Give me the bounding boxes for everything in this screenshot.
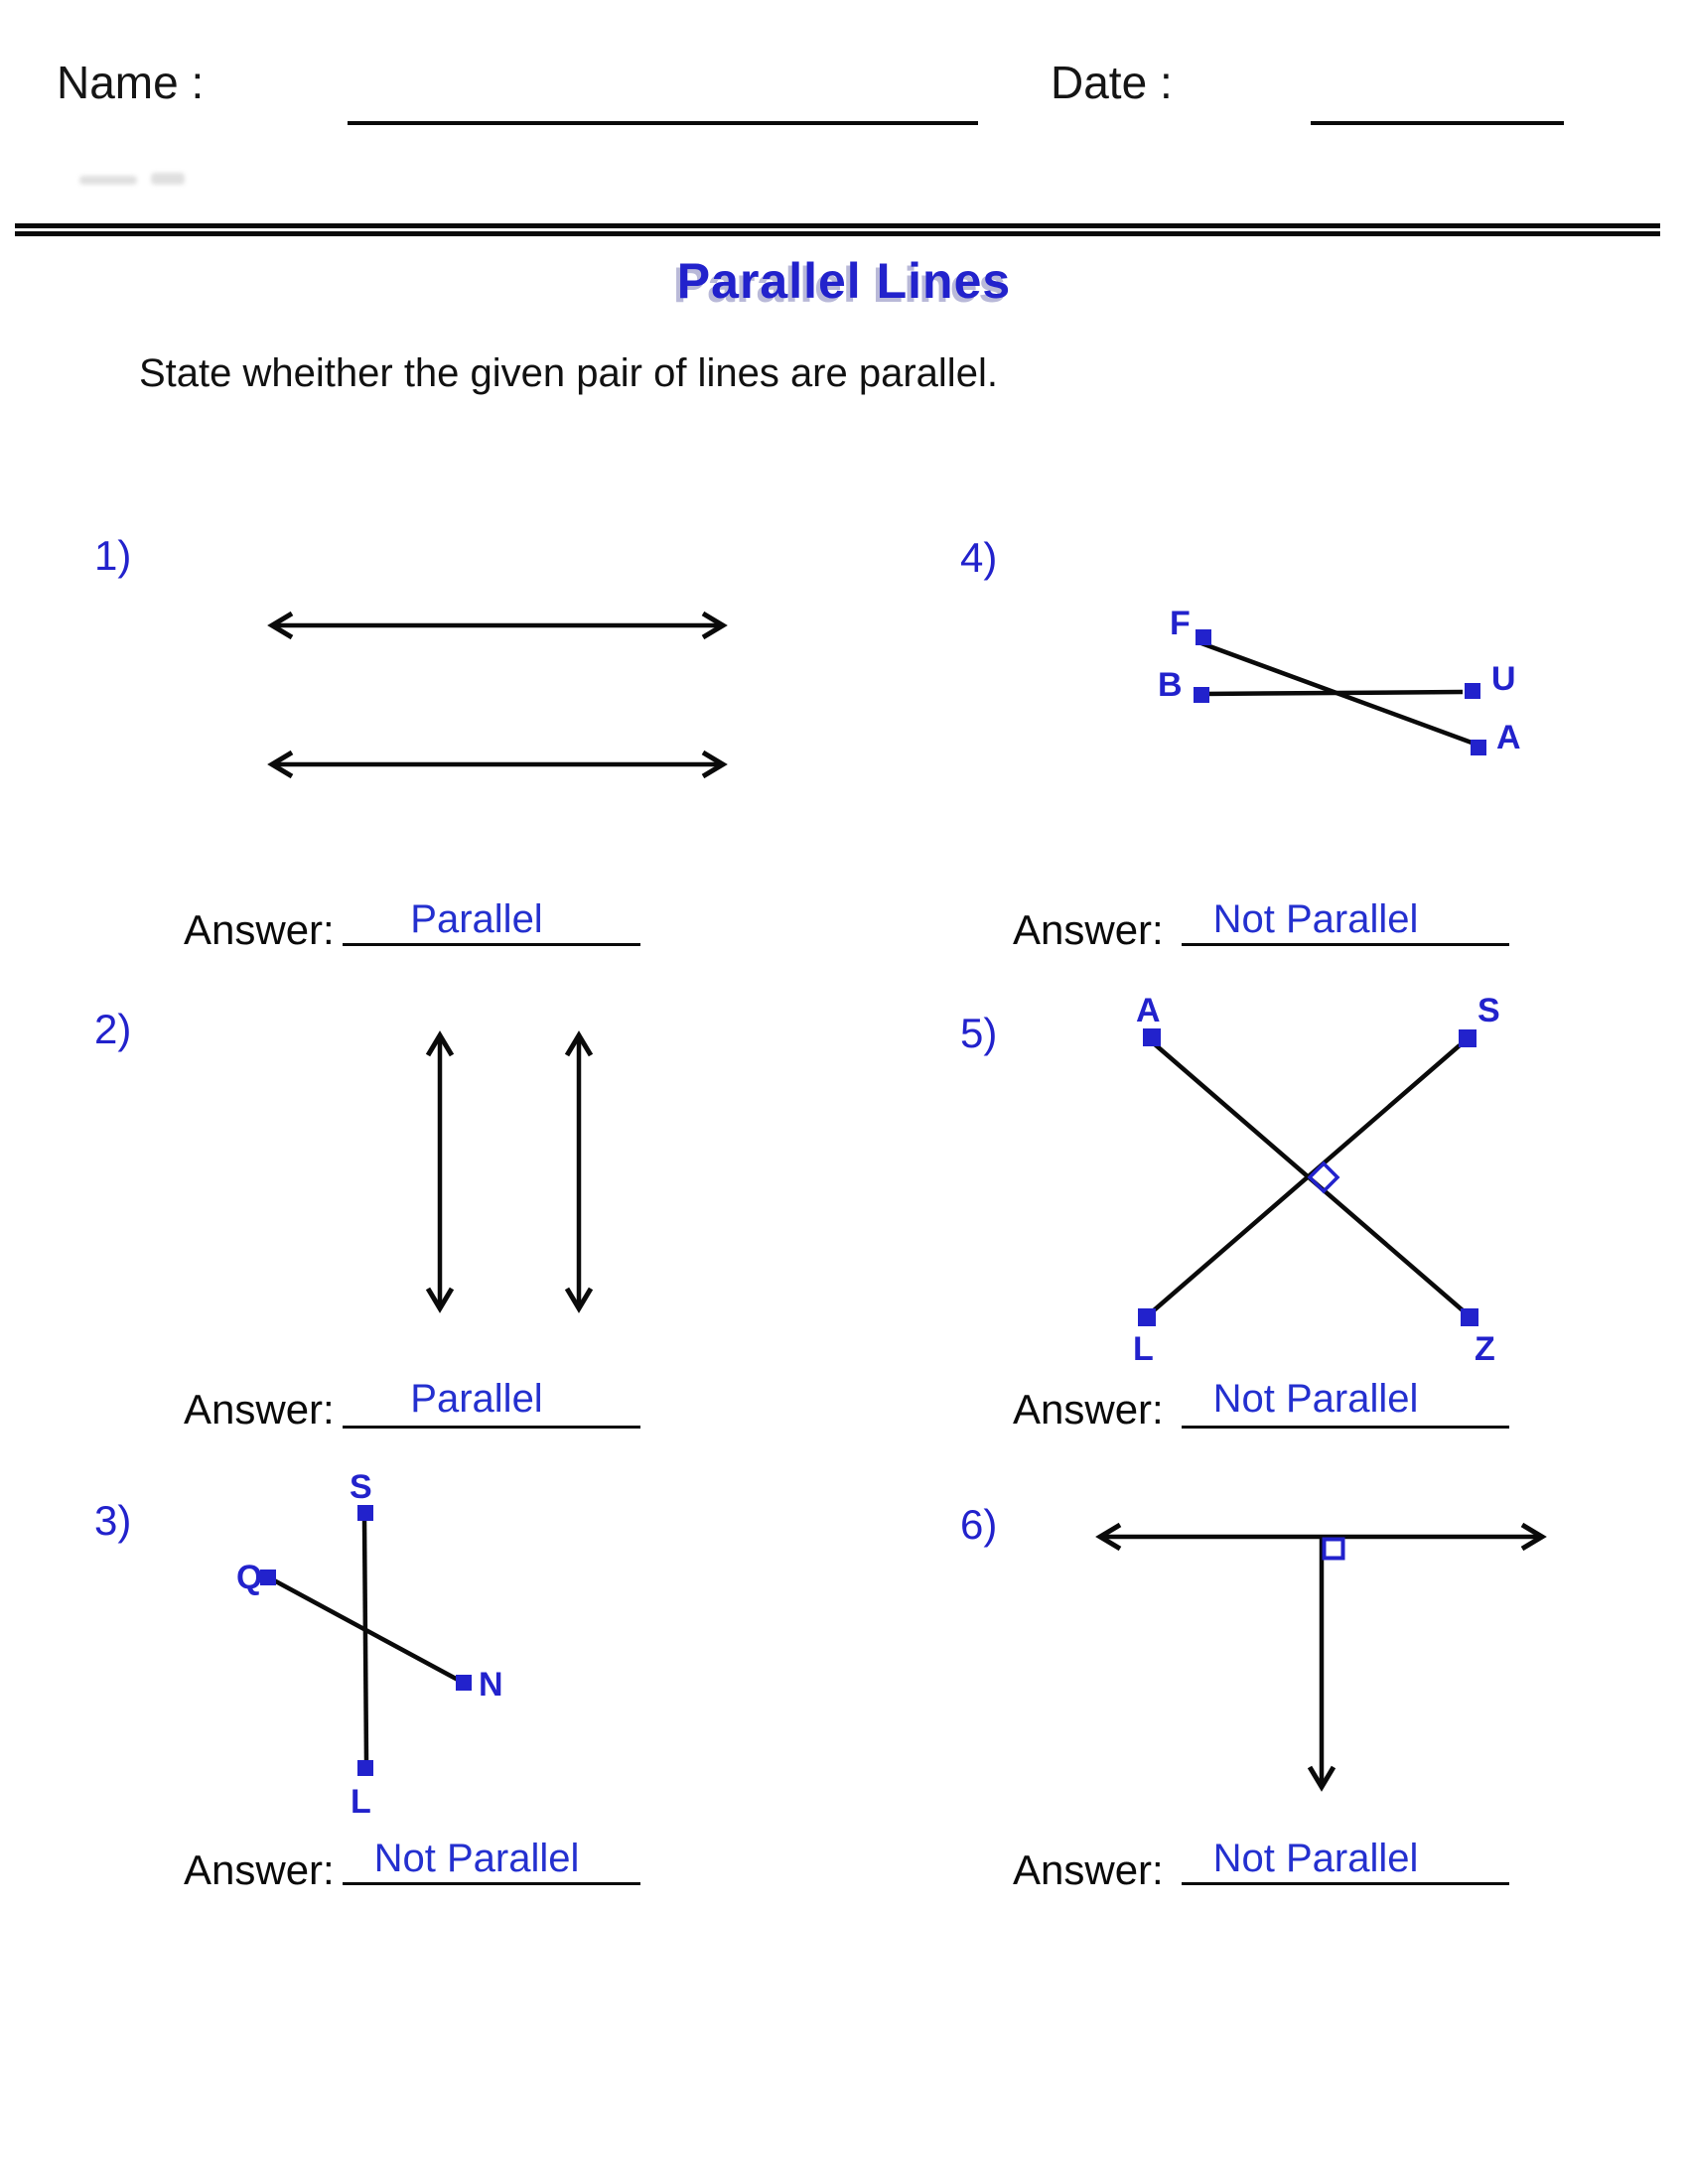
p3-segment-SL bbox=[364, 1519, 366, 1762]
p4-point-F-label: F bbox=[1170, 605, 1191, 642]
problem-1-number: 1) bbox=[94, 532, 132, 579]
answer-blank-2 bbox=[343, 1426, 640, 1429]
p5-point-S-label: S bbox=[1477, 992, 1500, 1029]
problem-5-number: 5) bbox=[960, 1010, 998, 1056]
p4-point-B-label: B bbox=[1158, 666, 1183, 704]
answer-value-1: Parallel bbox=[410, 897, 543, 941]
answer-label-5: Answer: bbox=[1013, 1386, 1164, 1433]
answer-value-2: Parallel bbox=[410, 1377, 543, 1421]
p4-point-A-label: A bbox=[1496, 719, 1521, 756]
problem-6-figure bbox=[1100, 1537, 1542, 1787]
p4-point-F-marker bbox=[1196, 629, 1211, 645]
p5-point-A-marker bbox=[1143, 1028, 1161, 1046]
problem-1-figure bbox=[272, 625, 723, 764]
p3-point-N-label: N bbox=[479, 1666, 503, 1704]
problem-3-number: 3) bbox=[94, 1497, 132, 1544]
answer-label-4: Answer: bbox=[1013, 906, 1164, 953]
answer-value-3: Not Parallel bbox=[373, 1837, 580, 1880]
answer-blank-1 bbox=[343, 943, 640, 946]
answer-blank-3 bbox=[343, 1882, 640, 1885]
problem-4-number: 4) bbox=[960, 534, 998, 581]
answer-value-6: Not Parallel bbox=[1212, 1837, 1419, 1880]
p3-point-N-marker bbox=[456, 1675, 472, 1691]
p6-right-angle-icon bbox=[1325, 1540, 1343, 1559]
p4-point-B-marker bbox=[1194, 687, 1209, 703]
p4-point-U-label: U bbox=[1491, 660, 1516, 698]
page-title: Parallel Lines bbox=[676, 253, 1012, 309]
answer-blank-6 bbox=[1182, 1882, 1509, 1885]
p5-point-Z-marker bbox=[1461, 1308, 1478, 1326]
p4-point-U-marker bbox=[1465, 683, 1480, 699]
answer-blank-5 bbox=[1182, 1426, 1509, 1429]
p3-point-S-label: S bbox=[350, 1468, 372, 1506]
problem-5-figure bbox=[1154, 1044, 1463, 1310]
answer-value-4: Not Parallel bbox=[1212, 897, 1419, 941]
p3-point-L-marker bbox=[357, 1760, 373, 1776]
answer-value-5: Not Parallel bbox=[1212, 1377, 1419, 1421]
p4-segment-BU bbox=[1201, 692, 1463, 694]
answer-blank-4 bbox=[1182, 943, 1509, 946]
instruction-text: State wheither the given pair of lines are parallel. bbox=[139, 351, 998, 395]
problem-2-number: 2) bbox=[94, 1006, 132, 1052]
p5-point-A-label: A bbox=[1136, 992, 1161, 1029]
p4-point-A-marker bbox=[1471, 740, 1486, 755]
name-label: Name : bbox=[57, 57, 205, 108]
date-label: Date : bbox=[1051, 57, 1173, 108]
p5-point-L-label: L bbox=[1133, 1330, 1154, 1368]
p3-point-L-label: L bbox=[351, 1783, 371, 1821]
problem-6-number: 6) bbox=[960, 1501, 998, 1548]
answer-label-6: Answer: bbox=[1013, 1846, 1164, 1893]
p5-point-L-marker bbox=[1138, 1308, 1156, 1326]
problem-3-figure bbox=[274, 1519, 458, 1762]
answer-label-3: Answer: bbox=[184, 1846, 335, 1893]
p5-right-angle-icon bbox=[1310, 1163, 1337, 1191]
answer-label-2: Answer: bbox=[184, 1386, 335, 1433]
problem-4-figure bbox=[1201, 643, 1472, 743]
p5-point-Z-label: Z bbox=[1475, 1330, 1495, 1368]
p3-point-Q-label: Q bbox=[236, 1559, 263, 1596]
p3-point-S-marker bbox=[357, 1505, 373, 1521]
problem-2-figure bbox=[440, 1035, 579, 1308]
p5-point-S-marker bbox=[1459, 1029, 1477, 1047]
answer-label-1: Answer: bbox=[184, 906, 335, 953]
